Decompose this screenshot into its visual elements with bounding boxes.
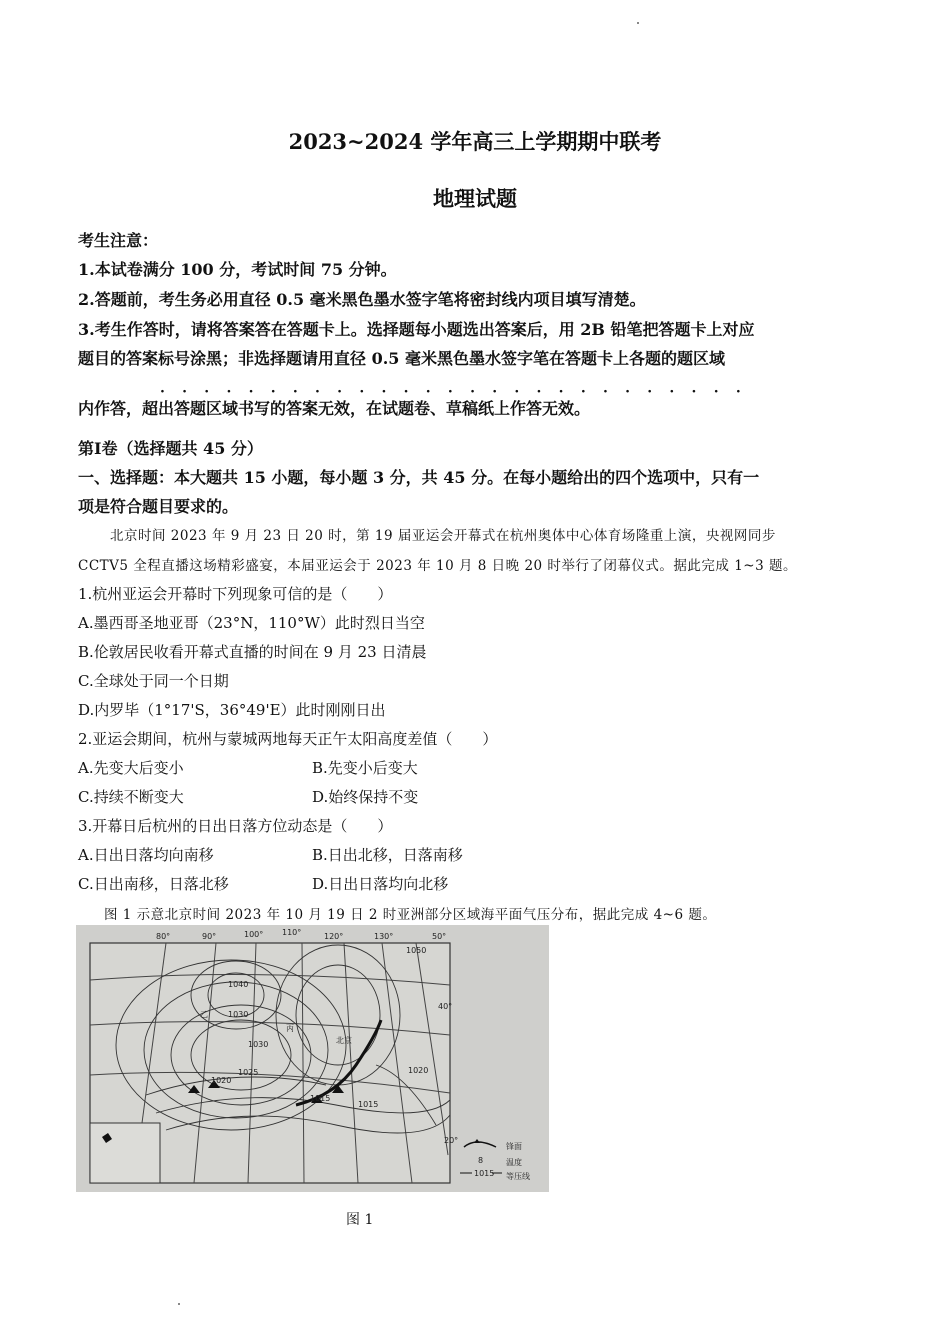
q2-stem: 2.亚运会期间，杭州与蒙城两地每天正午太阳高度差值（ ） (78, 730, 498, 748)
isobar-label-1030a: 1030 (228, 1010, 249, 1019)
notice-item-3-line-1: 3.考生作答时，请将答案答在答题卡上。选择题每小题选出答案后，用 2B 铅笔把答题卡上对应 (78, 320, 755, 339)
q1-option-b: B.伦敦居民收看开幕式直播的时间在 9 月 23 日清晨 (78, 643, 427, 661)
q1-option-d: D.内罗毕（1°17'S，36°49'E）此时刚刚日出 (78, 701, 386, 719)
legend-front-label: 锋面 (506, 1142, 522, 1151)
lon-label-130: 130° (374, 932, 394, 941)
scan-speck-bottom (178, 1303, 180, 1305)
lat-label-40: 40° (438, 1002, 453, 1011)
q2-option-b: B.先变小后变大 (312, 759, 418, 777)
section-instructions-2: 项是符合题目要求的。 (78, 497, 239, 516)
emphasis-dots: · · · · · · · · · · · · · · · · · · · · · · · · · · · (160, 384, 747, 400)
lat-label-20: 20° (444, 1136, 459, 1145)
q1-option-c: C.全球处于同一个日期 (78, 672, 229, 690)
q3-option-d: D.日出日落均向北移 (312, 875, 449, 893)
exam-title: 2023~2024 学年高三上学期期中联考 (288, 129, 662, 154)
q1-option-a: A.墨西哥圣地亚哥（23°N，110°W）此时烈日当空 (78, 614, 425, 632)
section-heading: 第Ⅰ卷（选择题共 45 分） (78, 439, 263, 458)
isobar-label-1020: 1020 (211, 1076, 232, 1085)
isobar-label-1015a: 1015 (310, 1094, 331, 1103)
isobar-label-1020b: 1020 (408, 1066, 429, 1075)
notice-item-3-line-3: 内作答，超出答题区域书写的答案无效，在试题卷、草稿纸上作答无效。 (78, 399, 591, 418)
isobar-label-1025: 1025 (238, 1068, 259, 1077)
lon-label-80: 80° (156, 932, 171, 941)
legend-isobar-label: 等压线 (506, 1172, 530, 1181)
place-label-bing: 丙 (286, 1024, 294, 1033)
lon-label-100: 100° (244, 930, 264, 939)
q3-stem: 3.开幕日后杭州的日出日落方位动态是（ ） (78, 817, 393, 835)
passage-1-line-1: 北京时间 2023 年 9 月 23 日 20 时，第 19 届亚运会开幕式在杭州奥体中心体育场隆重上演，央视网同步 (110, 528, 776, 544)
legend-temp-value: 8 (478, 1156, 484, 1165)
notice-heading: 考生注意： (78, 231, 159, 250)
q3-option-c: C.日出南移，日落北移 (78, 875, 229, 893)
lon-label-110: 110° (282, 928, 302, 937)
lon-label-90: 90° (202, 932, 217, 941)
legend-isobar-value: 1015 (474, 1169, 495, 1178)
lon-label-50: 50° (432, 932, 447, 941)
q2-option-c: C.持续不断变大 (78, 788, 184, 806)
place-label-yi: 乙 (200, 1010, 208, 1019)
isobar-label-1050: 1050 (406, 946, 427, 955)
pressure-map (76, 925, 549, 1192)
q1-stem: 1.杭州亚运会开幕时下列现象可信的是（ ） (78, 585, 393, 603)
subject-title: 地理试题 (433, 186, 517, 211)
q3-option-b: B.日出北移，日落南移 (312, 846, 463, 864)
pressure-map-figure (76, 925, 549, 1192)
q3-option-a: A.日出日落均向南移 (78, 846, 214, 864)
passage-1-line-2: CCTV5 全程直播这场精彩盛宴，本届亚运会于 2023 年 10 月 8 日晚 20 时举行了闭幕仪式。据此完成 1~3 题。 (78, 558, 797, 574)
q2-option-d: D.始终保持不变 (312, 788, 419, 806)
legend-temp-label: 温度 (506, 1158, 522, 1167)
figure-caption: 图 1 (346, 1212, 374, 1228)
notice-item-3-line-2: 题目的答案标号涂黑；非选择题请用直径 0.5 毫米黑色墨水签字笔在答题卡上各题的题区域 (78, 349, 725, 368)
notice-item-2: 2.答题前，考生务必用直径 0.5 毫米黑色墨水签字笔将密封线内项目填写清楚。 (78, 290, 646, 309)
lon-label-120: 120° (324, 932, 344, 941)
q2-option-a: A.先变大后变小 (78, 759, 184, 777)
isobar-label-1015b: 1015 (358, 1100, 379, 1109)
notice-item-1: 1.本试卷满分 100 分，考试时间 75 分钟。 (78, 260, 397, 279)
section-instructions-1: 一、选择题：本大题共 15 小题，每小题 3 分，共 45 分。在每小题给出的四个选项中，只有一 (78, 468, 760, 487)
isobar-label-1030b: 1030 (248, 1040, 269, 1049)
scan-speck (637, 22, 639, 24)
passage-2-line-1: 图 1 示意北京时间 2023 年 10 月 19 日 2 时亚洲部分区域海平面气压分布，据此完成 4~6 题。 (104, 907, 717, 923)
isobar-label-1040: 1040 (228, 980, 249, 989)
place-label-beijing: 北京 (336, 1036, 352, 1045)
